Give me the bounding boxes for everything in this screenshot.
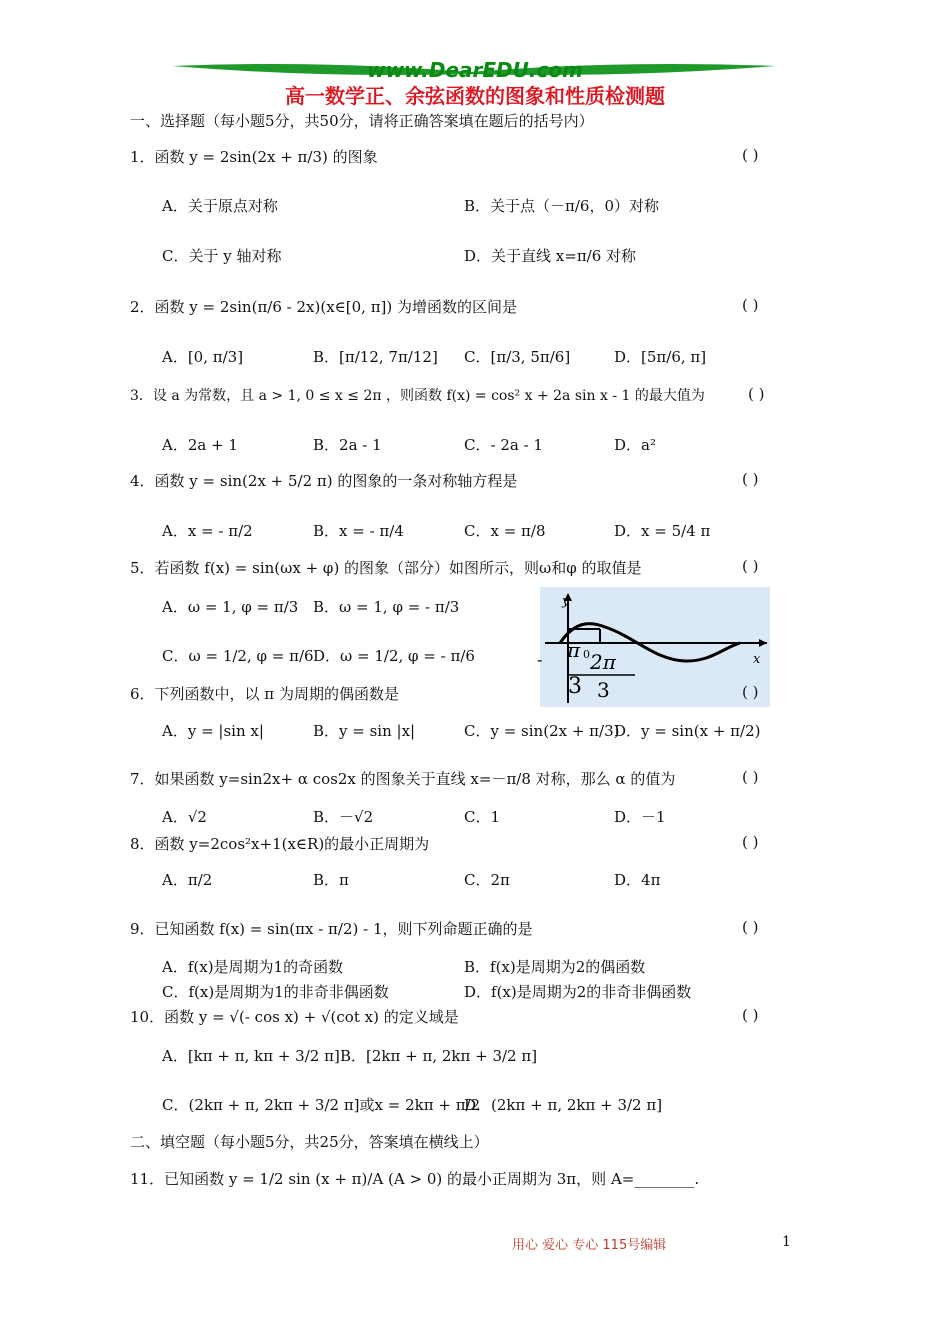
q2-option-d: D．[5π/6, π]: [614, 348, 707, 366]
q3-option-d: D．a²: [614, 436, 656, 454]
q8-option-d: D．4π: [614, 871, 661, 889]
two-pi-label: 2π: [590, 650, 616, 674]
answer-paren-7: ( ): [742, 768, 759, 786]
answer-paren-3: ( ): [748, 385, 765, 403]
q5-option-d: D．ω = 1/2, φ = - π/6: [313, 647, 475, 665]
section-2-heading: 二、填空题（每小题5分，共25分，答案填在横线上）: [130, 1133, 489, 1151]
q4-option-c: C．x = π/8: [464, 522, 546, 540]
q10-option-d: D．(2kπ + π, 2kπ + 3/2 π]: [464, 1096, 663, 1114]
q2-option-b: B．[π/12, 7π/12]: [313, 348, 438, 366]
q1-option-d: D．关于直线 x=π/6 对称: [464, 247, 637, 265]
page-number: 1: [782, 1234, 791, 1250]
question-11: 11．已知函数 y = 1/2 sin (x + π)/A (A > 0) 的最小正周期为 3π，则 A=________.: [130, 1170, 700, 1188]
question-4: 4．函数 y = sin(2x + 5/2 π) 的图象的一条对称轴方程是: [130, 472, 518, 490]
q8-option-b: B．π: [313, 871, 349, 889]
q5-option-a: A．ω = 1, φ = π/3: [162, 598, 299, 616]
q7-option-d: D．－1: [614, 808, 666, 826]
q3-option-a: A．2a + 1: [162, 436, 238, 454]
three-label: 3: [568, 674, 582, 699]
answer-paren-9: ( ): [742, 918, 759, 936]
q3-option-c: C．- 2a - 1: [464, 436, 543, 454]
answer-paren-8: ( ): [742, 833, 759, 851]
minus-label: -: [537, 650, 543, 669]
q1-option-c: C．关于 y 轴对称: [162, 247, 282, 265]
q10-option-b: B．[2kπ + π, 2kπ + 3/2 π]: [340, 1047, 538, 1065]
pi-label: π: [567, 638, 581, 662]
q8-option-c: C．2π: [464, 871, 510, 889]
q4-option-b: B．x = - π/4: [313, 522, 404, 540]
question-1: 1．函数 y = 2sin(2x + π/3) 的图象: [130, 148, 378, 166]
q6-option-a: A．y = |sin x|: [162, 722, 264, 740]
site-url: www.DearEDU.com: [367, 58, 583, 82]
answer-paren-6: ( ): [742, 683, 759, 701]
question-6: 6．下列函数中，以 π 为周期的偶函数是: [130, 685, 399, 703]
question-7: 7．如果函数 y=sin2x+ α cos2x 的图象关于直线 x=－π/8 对称，那么 α 的值为: [130, 770, 676, 788]
question-3: 3．设 a 为常数，且 a > 1, 0 ≤ x ≤ 2π ，则函数 f(x) = cos² x + 2a sin x - 1 的最大值为: [130, 388, 705, 404]
answer-paren-2: ( ): [742, 296, 759, 314]
question-5: 5．若函数 f(x) = sin(ωx + φ) 的图象（部分）如图所示，则ω和φ 的取值是: [130, 559, 642, 577]
x-axis-label: x: [753, 652, 761, 667]
question-2: 2．函数 y = 2sin(π/6 - 2x)(x∈[0, π]) 为增函数的区间是: [130, 298, 518, 316]
page-title: 高一数学正、余弦函数的图象和性质检测题: [285, 84, 665, 108]
q7-option-b: B．－√2: [313, 808, 374, 826]
answer-paren-5: ( ): [742, 557, 759, 575]
question-8: 8．函数 y=2cos²x+1(x∈R)的最小正周期为: [130, 835, 430, 853]
q7-option-c: C．1: [464, 808, 501, 826]
three-denominator: 3: [597, 678, 610, 702]
q10-option-c: C．(2kπ + π, 2kπ + 3/2 π]或x = 2kπ + π/2: [162, 1096, 481, 1114]
q9-option-b: B．f(x)是周期为2的偶函数: [464, 958, 646, 976]
origin-label: 0: [583, 648, 590, 661]
q1-option-a: A．关于原点对称: [162, 197, 278, 215]
answer-paren-4: ( ): [742, 470, 759, 488]
q7-option-a: A．√2: [162, 808, 207, 826]
q5-option-c: C．ω = 1/2, φ = π/6: [162, 647, 314, 665]
footer-text: 用心 爱心 专心 115号编辑: [512, 1238, 667, 1253]
q4-option-d: D．x = 5/4 π: [614, 522, 711, 540]
answer-paren-10: ( ): [742, 1006, 759, 1024]
q2-option-a: A．[0, π/3]: [162, 348, 244, 366]
q6-option-b: B．y = sin |x|: [313, 722, 416, 740]
q2-option-c: C．[π/3, 5π/6]: [464, 348, 571, 366]
q9-option-a: A．f(x)是周期为1的奇函数: [162, 958, 344, 976]
question-10: 10．函数 y = √(- cos x) + √(cot x) 的定义域是: [130, 1008, 459, 1026]
q3-option-b: B．2a - 1: [313, 436, 382, 454]
y-axis-label: y: [562, 594, 570, 609]
q5-option-b: B．ω = 1, φ = - π/3: [313, 598, 460, 616]
q9-option-d: D．f(x)是周期为2的非奇非偶函数: [464, 983, 692, 1001]
q10-option-a: A．[kπ + π, kπ + 3/2 π]: [162, 1047, 340, 1065]
answer-paren-1: ( ): [742, 146, 759, 164]
q9-option-c: C．f(x)是周期为1的非奇非偶函数: [162, 983, 389, 1001]
q6-option-c: C．y = sin(2x + π/3): [464, 722, 620, 740]
q1-option-b: B．关于点（－π/6，0）对称: [464, 197, 660, 215]
q6-option-d: D．y = sin(x + π/2): [614, 722, 761, 740]
q4-option-a: A．x = - π/2: [162, 522, 253, 540]
section-1-heading: 一、选择题（每小题5分，共50分，请将正确答案填在题后的括号内）: [130, 112, 594, 130]
q8-option-a: A．π/2: [162, 871, 213, 889]
q5-sine-graph: [535, 585, 775, 710]
question-9: 9．已知函数 f(x) = sin(πx - π/2) - 1，则下列命题正确的是: [130, 920, 533, 938]
